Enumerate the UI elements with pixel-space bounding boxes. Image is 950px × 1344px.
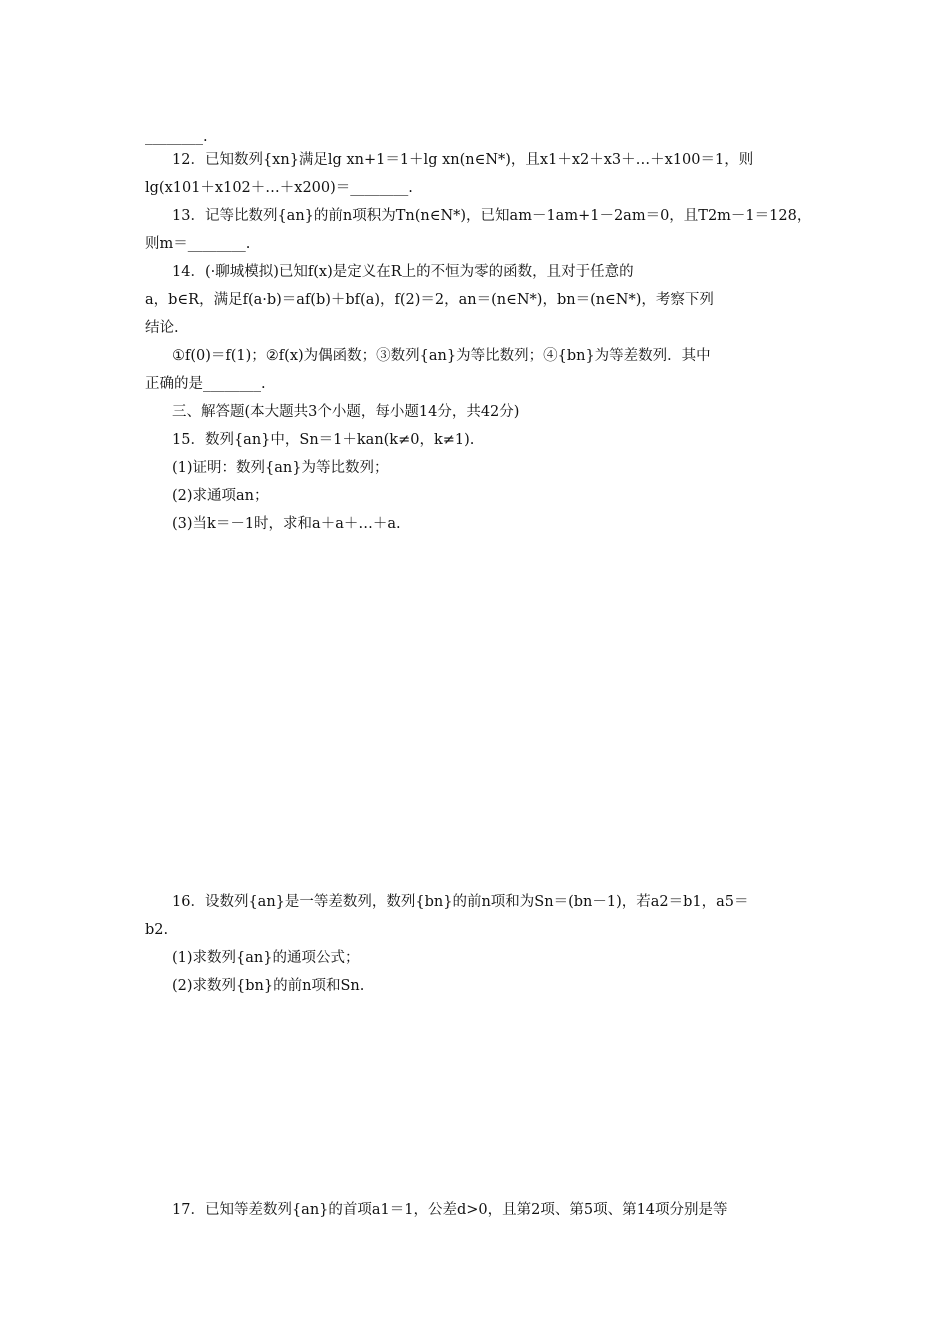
- question-14-options: ①f(0)＝f(1)；②f(x)为偶函数；③数列{an}为等比数列；④{bn}为等差数列．其中: [172, 348, 711, 364]
- question-12-line-1: 12．已知数列{xn}满足lg xn+1＝1＋lg xn(n∈N*)，且x1＋x2＋x3＋…＋x100＝1，则: [172, 152, 754, 168]
- question-13-line-2: 则m＝________.: [145, 236, 251, 252]
- question-14-line-1: 14．(·聊城模拟)已知f(x)是定义在R上的不恒为零的函数，且对于任意的: [172, 264, 634, 280]
- question-16-part-1: (1)求数列{an}的通项公式；: [172, 950, 360, 966]
- section-3-heading: 三、解答题(本大题共3个小题，每小题14分，共42分): [172, 404, 520, 420]
- question-14-answer-line: 正确的是________.: [145, 376, 266, 392]
- question-12-line-2: lg(x101＋x102＋…＋x200)＝________.: [145, 180, 413, 196]
- question-14-line-2: a，b∈R，满足f(a·b)＝af(b)＋bf(a)，f(2)＝2，an＝(n∈N*)，bn＝(n∈N*)，考察下列: [145, 292, 714, 308]
- question-14-line-3: 结论.: [145, 320, 179, 336]
- answer-blank-11: ________.: [145, 129, 208, 145]
- question-15-part-3: (3)当k＝－1时，求和a＋a＋…＋a.: [172, 516, 401, 532]
- question-17-line-1: 17．已知等差数列{an}的首项a1＝1，公差d>0，且第2项、第5项、第14项分别是等: [172, 1202, 728, 1218]
- question-15-part-1: (1)证明：数列{an}为等比数列；: [172, 460, 389, 476]
- question-15-part-2: (2)求通项an；: [172, 488, 269, 504]
- question-16-part-2: (2)求数列{bn}的前n项和Sn.: [172, 978, 365, 994]
- question-13-line-1: 13．记等比数列{an}的前n项积为Tn(n∈N*)，已知am－1am+1－2am＝0，且T2m－1＝128，: [172, 208, 812, 224]
- question-16-line-2: b2.: [145, 922, 169, 938]
- question-15-stem: 15．数列{an}中，Sn＝1＋kan(k≠0，k≠1).: [172, 432, 475, 448]
- question-16-line-1: 16．设数列{an}是一等差数列，数列{bn}的前n项和为Sn＝(bn－1)，若a2＝b1，a5＝: [172, 894, 749, 910]
